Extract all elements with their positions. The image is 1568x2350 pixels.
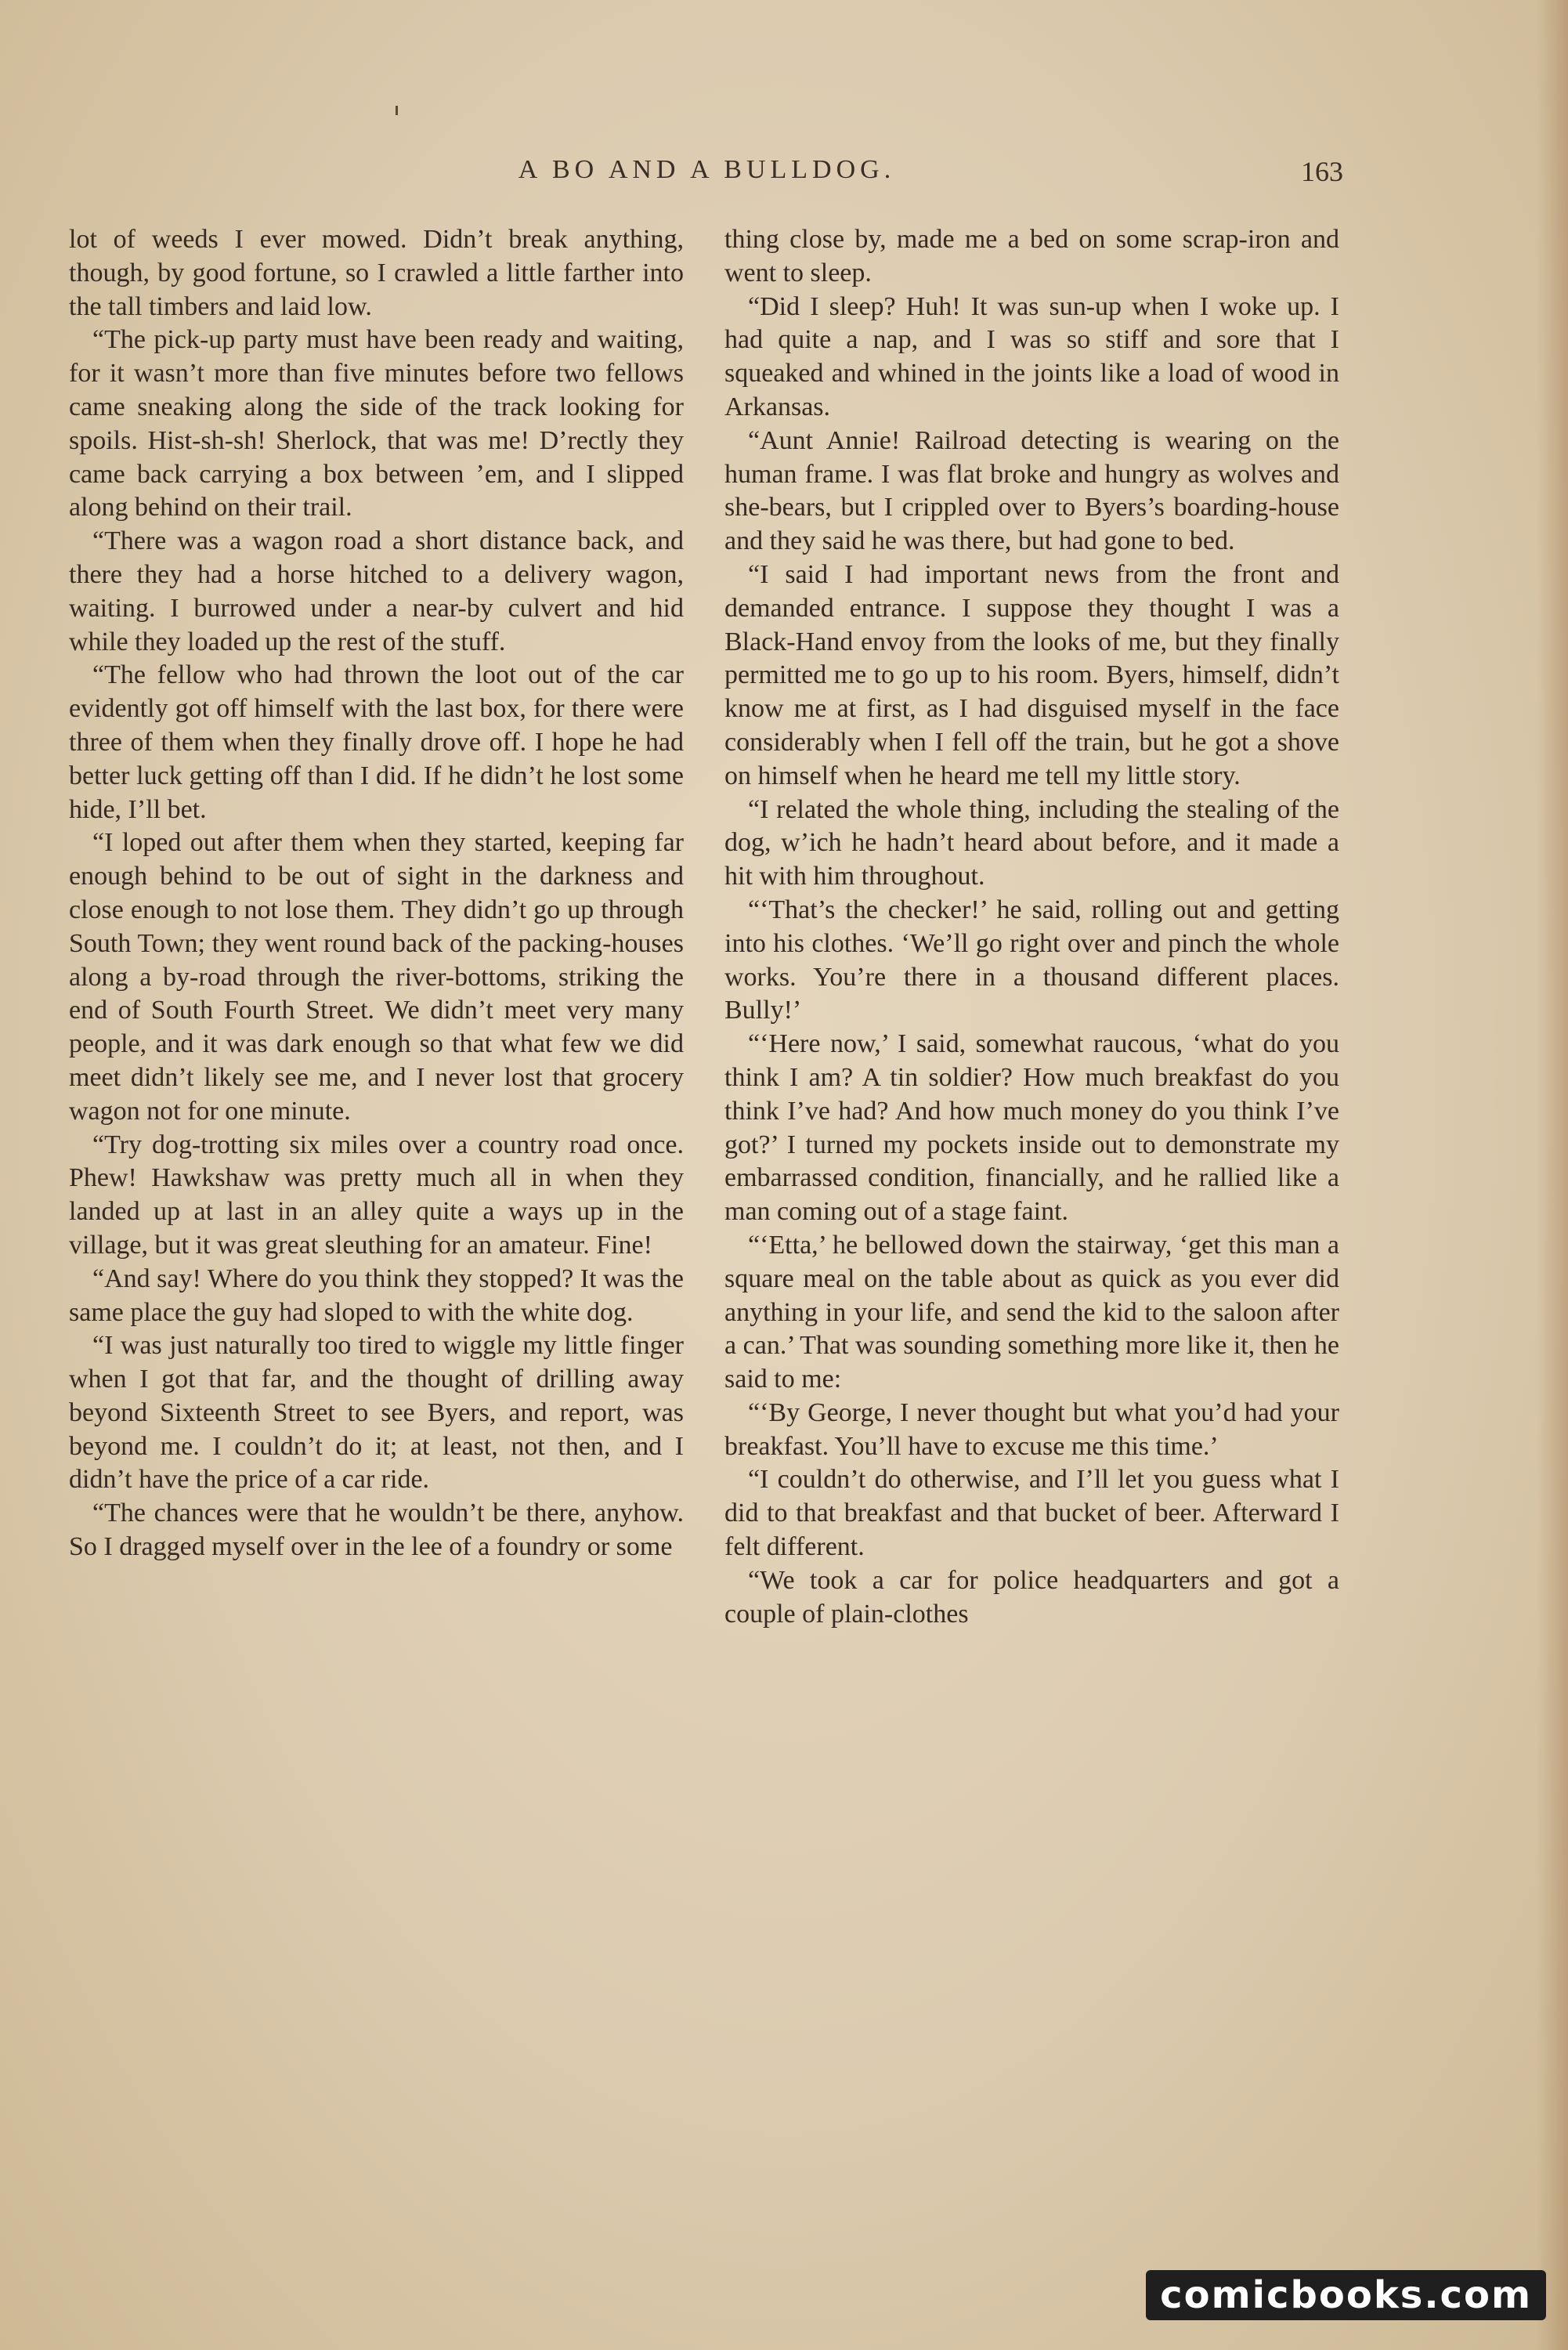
paragraph: “We took a car for police headquarters and got a couple of plain-clothes	[724, 1565, 1339, 1629]
page-number: 163	[1301, 156, 1343, 187]
page-edge-shadow	[1537, 0, 1568, 2350]
paragraph: “‘Etta,’ he bellowed down the stairway, ‘get this man a square meal on the table about as quick as you ever did anything in your life, and send the kid to the saloon after a can.’ That was sounding something more like it, then he said to me:	[724, 1230, 1339, 1394]
left-column	[69, 223, 684, 2166]
paragraph: “I related the whole thing, including the stealing of the dog, w’ich he hadn’t heard about before, and it made a hit with him throughout.	[724, 794, 1339, 891]
paragraph: “‘That’s the checker!’ he said, rolling out and getting into his clothes. ‘We’ll go right over and pinch the whole works. You’re there in a thousand different places. Bully!’	[724, 895, 1339, 1025]
paragraph: lot of weeds I ever mowed. Didn’t break anything, though, by good fortune, so I crawled a little farther into the tall timbers and laid low.	[69, 225, 684, 321]
paragraph: “The chances were that he wouldn’t be there, anyhow. So I dragged myself over in the lee of a foundry or some	[69, 1499, 684, 1562]
paragraph: thing close by, made me a bed on some scrap-iron and went to sleep.	[724, 225, 1339, 287]
paragraph: “I loped out after them when they started, keeping far enough behind to be out of sight in the darkness and close enough to not lose them. They didn’t go up through South Town; they went round back of the packing-houses along a by-road through the river-bottoms, striking the end of South Fourth Street. We didn’t meet very many people, and it was dark enough so that what few we did meet didn’t likely see me, and I never lost that grocery wagon not for one minute.	[69, 828, 684, 1126]
paragraph: “Aunt Annie! Railroad detecting is wearing on the human frame. I was flat broke and hungry as wolves and she-bears, but I crippled over to Byers’s boarding-house and they said he was there, but had gone to bed.	[724, 425, 1339, 556]
paragraph: “There was a wagon road a short distance back, and there they had a horse hitched to a delivery wagon, waiting. I burrowed under a near-by culvert and hid while they loaded up the rest of the stuff.	[69, 526, 684, 656]
watermark-logo: comicbooks.com	[1146, 2270, 1546, 2320]
paragraph: “I said I had important news from the front and demanded entrance. I suppose they thought I was a Black-Hand envoy from the looks of me, but they finally permitted me to go up to his room. Byers, himself, didn’t know me at first, as I had disguised myself in the face considerably when I fell off the train, but he got a shove on himself when he heard me tell my little story.	[724, 559, 1339, 790]
running-head: A BO AND A BULLDOG.	[518, 155, 896, 184]
paragraph: “The pick-up party must have been ready and waiting, for it wasn’t more than five minutes before two fellows came sneaking along the side of the track looking for spoils. Hist-sh-sh! Sherlock, that was me! D’rectly they came back carrying a box between ’em, and I slipped along behind on their trail.	[69, 325, 684, 522]
paragraph: “Try dog-trotting six miles over a country road once. Phew! Hawkshaw was pretty much all in when they landed up at last in an alley quite a ways up in the village, but it was great sleuthing for an amateur. Fine!	[69, 1130, 684, 1260]
paragraph: “‘Here now,’ I said, somewhat raucous, ‘what do you think I am? A tin soldier? How much breakfast do you think I’ve had? And how much money do you think I’ve got?’ I turned my pockets inside out to demonstrate my embarrassed condition, financially, and he rallied like a man coming out of a stage faint.	[724, 1029, 1339, 1227]
paragraph: “And say! Where do you think they stopped? It was the same place the guy had sloped to with the white dog.	[69, 1264, 684, 1327]
paragraph: “Did I sleep? Huh! It was sun-up when I woke up. I had quite a nap, and I was so stiff and sore that I squeaked and whined in the joints like a load of wood in Arkansas.	[724, 291, 1339, 421]
page-header	[70, 155, 1343, 202]
paragraph: “I couldn’t do otherwise, and I’ll let you guess what I did to that breakfast and that bucket of beer. Afterward I felt different.	[724, 1465, 1339, 1562]
paragraph: “The fellow who had thrown the loot out of the car evidently got off himself with the last box, for there were three of them when they finally drove off. I hope he had better luck getting off than I did. If he didn’t he lost some hide, I’ll bet.	[69, 660, 684, 824]
print-speck	[396, 106, 398, 115]
paragraph: “I was just naturally too tired to wiggle my little finger when I got that far, and the thought of drilling away beyond Sixteenth Street to see Byers, and report, was beyond me. I couldn’t do it; at least, not then, and I didn’t have the price of a car ride.	[69, 1331, 684, 1495]
paragraph: “‘By George, I never thought but what you’d had your breakfast. You’ll have to excuse me this time.’	[724, 1397, 1339, 1461]
right-column	[724, 223, 1339, 2166]
